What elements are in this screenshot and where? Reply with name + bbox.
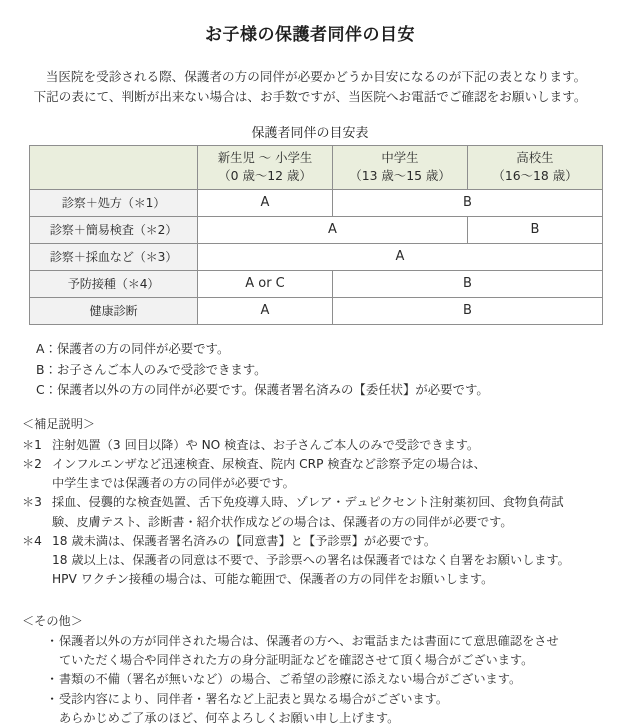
page-title: お子様の保護者同伴の目安 bbox=[205, 25, 415, 45]
note-marker: ＊2 bbox=[22, 456, 42, 471]
bullet-marker-icon: ・ bbox=[46, 633, 59, 648]
note-body bbox=[52, 455, 620, 494]
note-body bbox=[52, 532, 620, 590]
bullet-item bbox=[22, 632, 620, 671]
table-cell-value: B bbox=[468, 216, 603, 243]
intro-line-2: 下記の表にて、判断が出来ない場合は、お手数ですが、当医院へお電話でご確認をお願いします。 bbox=[33, 89, 587, 105]
table-cell-value: A bbox=[198, 297, 333, 324]
legend-row-c: C：保護者以外の方の同伴が必要です。保護者署名済みの【委任状】が必要です。 bbox=[36, 382, 489, 398]
column-header-elementary bbox=[198, 145, 333, 189]
table-cell-value: B bbox=[333, 270, 603, 297]
row-label: 診察＋処方（＊1） bbox=[30, 189, 198, 216]
table-header bbox=[30, 145, 603, 189]
note-item bbox=[22, 532, 620, 590]
other-section bbox=[0, 590, 620, 728]
note-line: 18 歳未満は、保護者署名済みの【同意書】と【予診票】が必要です。 bbox=[52, 533, 437, 548]
notes-list bbox=[22, 436, 620, 590]
note-marker: ＊4 bbox=[22, 533, 42, 548]
table-cell-value: A bbox=[198, 216, 468, 243]
table-row bbox=[30, 297, 603, 324]
intro-line-1: 当医院を受診される際、保護者の方の同伴が必要かどうか目安になるのが下記の表となります。 bbox=[45, 69, 587, 84]
note-line: 注射処置（3 回目以降）や NO 検査は、お子さんご本人のみで受診できます。 bbox=[52, 437, 480, 452]
note-line: 験、皮膚テスト、診断書・紹介状作成などの場合は、保護者の方の同伴が必要です。 bbox=[52, 514, 513, 529]
note-line: HPV ワクチン接種の場合は、可能な範囲で、保護者の方の同伴をお願いします。 bbox=[52, 572, 494, 587]
column-header-juniorhigh bbox=[333, 145, 468, 189]
table-cell-value: B bbox=[333, 189, 603, 216]
note-line: 採血、侵襲的な検査処置、舌下免疫導入時、ゾレア・デュピクセント注射薬初回、食物負荷試 bbox=[52, 495, 564, 510]
note-item bbox=[22, 436, 620, 455]
note-line: 18 歳以上は、保護者の同意は不要で、予診票への署名は保護者ではなく自署をお願いします。 bbox=[52, 553, 570, 568]
table-cell-value: A bbox=[198, 189, 333, 216]
table-cell-value: A or C bbox=[198, 270, 333, 297]
column-header-highschool-main: 高校生 bbox=[516, 150, 554, 166]
bullet-line: 保護者以外の方が同伴された場合は、保護者の方へ、お電話または書面にて意思確認をさせ bbox=[59, 633, 559, 648]
legend-row-a: A：保護者の方の同伴が必要です。 bbox=[36, 340, 230, 356]
bullet-body bbox=[59, 632, 620, 671]
note-line: 中学生までは保護者の方の同伴が必要です。 bbox=[52, 476, 295, 491]
table-row bbox=[30, 270, 603, 297]
notes-heading: ＜補足説明＞ bbox=[22, 417, 96, 432]
row-label: 健康診断 bbox=[30, 297, 198, 324]
legend-row-b: B：お子さんご本人のみで受診できます。 bbox=[36, 361, 267, 377]
table-body bbox=[30, 189, 603, 324]
guide-table-wrapper bbox=[0, 145, 620, 325]
table-corner-cell bbox=[30, 145, 198, 189]
note-item bbox=[22, 455, 620, 494]
bullet-item bbox=[22, 690, 620, 728]
note-line: インフルエンザなど迅速検査、尿検査、院内 CRP 検査など診察予定の場合は、 bbox=[52, 456, 486, 471]
bullet-body bbox=[59, 690, 620, 728]
bullet-marker-icon: ・ bbox=[46, 691, 59, 706]
other-list bbox=[22, 632, 620, 728]
column-header-juniorhigh-main: 中学生 bbox=[381, 150, 419, 166]
row-label: 予防接種（＊4） bbox=[30, 270, 198, 297]
row-label: 診察＋採血など（＊3） bbox=[30, 243, 198, 270]
supplementary-notes bbox=[0, 401, 620, 589]
table-header-row bbox=[30, 145, 603, 189]
bullet-marker-icon: ・ bbox=[46, 672, 59, 687]
note-body bbox=[52, 493, 620, 532]
column-header-juniorhigh-sub: （13 歳～15 歳） bbox=[349, 168, 451, 184]
bullet-line: 受診内容により、同伴者・署名など上記表と異なる場合がございます。 bbox=[59, 691, 449, 706]
note-marker: ＊1 bbox=[22, 437, 42, 452]
table-caption: 保護者同伴の目安表 bbox=[251, 125, 369, 141]
table-row bbox=[30, 189, 603, 216]
bullet-line: あらかじめご了承のほど、何卒よろしくお願い申し上げます。 bbox=[59, 710, 400, 725]
bullet-item bbox=[22, 670, 620, 689]
column-header-elementary-main: 新生児 ～ 小学生 bbox=[217, 150, 313, 166]
note-marker: ＊3 bbox=[22, 495, 42, 510]
note-item bbox=[22, 493, 620, 532]
column-header-elementary-sub: （0 歳～12 歳） bbox=[218, 168, 312, 184]
bullet-line: 書類の不備（署名が無いなど）の場合、ご希望の診療に添えない場合がございます。 bbox=[59, 672, 522, 687]
table-cell-value: B bbox=[333, 297, 603, 324]
bullet-line: ていただく場合や同伴された方の身分証明証などを確認させて頂く場合がございます。 bbox=[59, 653, 534, 668]
column-header-highschool bbox=[468, 145, 603, 189]
row-label: 診察＋簡易検査（＊2） bbox=[30, 216, 198, 243]
bullet-body bbox=[59, 670, 620, 689]
intro-paragraph bbox=[0, 45, 620, 108]
guide-table bbox=[29, 145, 603, 325]
other-heading: ＜その他＞ bbox=[22, 613, 83, 628]
legend-block bbox=[0, 325, 620, 401]
note-body bbox=[52, 436, 620, 455]
table-row bbox=[30, 216, 603, 243]
table-cell-value: A bbox=[198, 243, 603, 270]
column-header-highschool-sub: （16～18 歳） bbox=[492, 168, 578, 184]
table-row bbox=[30, 243, 603, 270]
